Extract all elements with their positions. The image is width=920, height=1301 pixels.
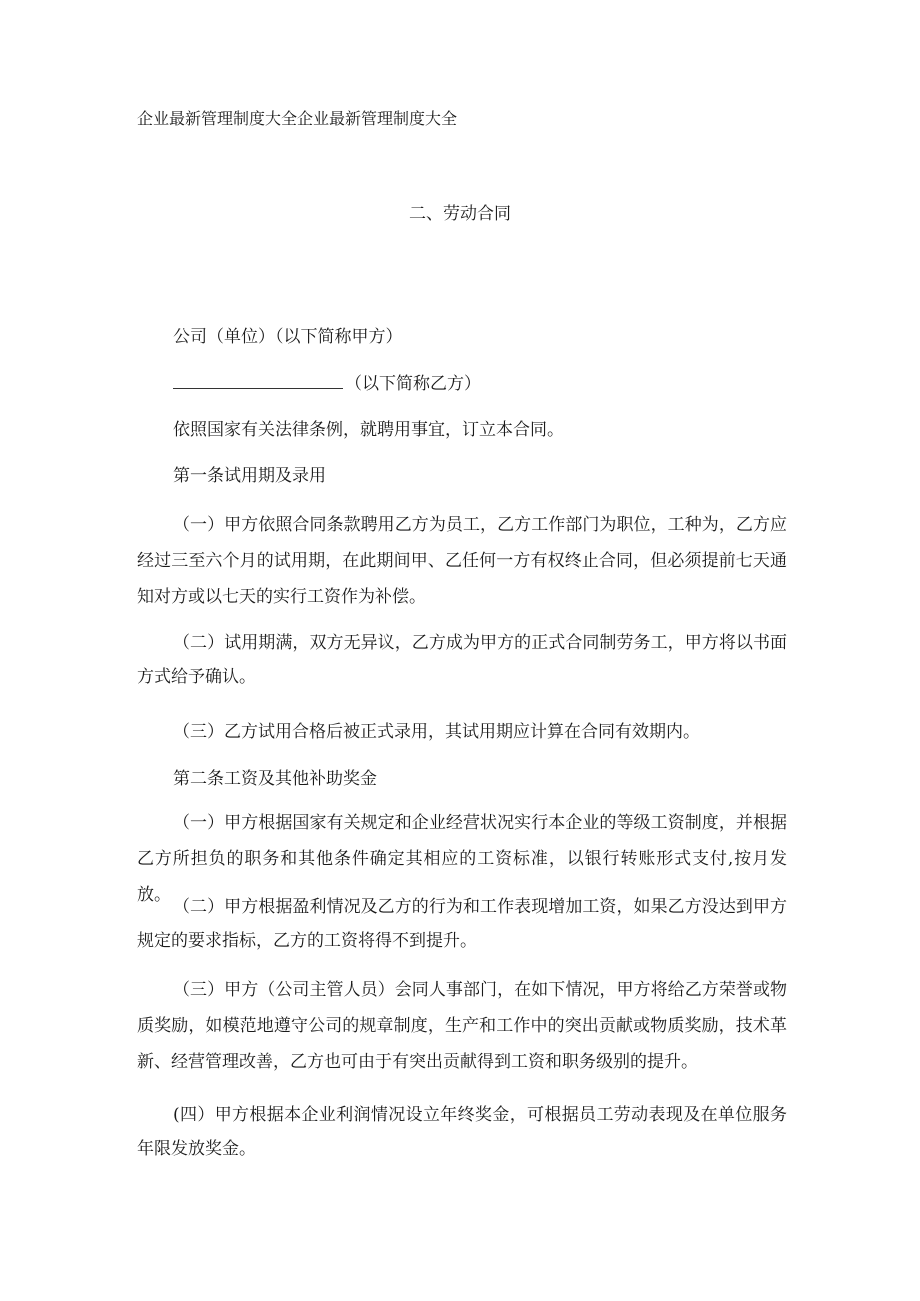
- running-header: 企业最新管理制度大全企业最新管理制度大全: [137, 109, 458, 128]
- article2-clause1: （一）甲方根据国家有关规定和企业经营状况实行本企业的等级工资制度，并根据乙方所担负的职务和其他条件确定其相应的工资标准，以银行转账形式支付,按月发放。: [137, 813, 787, 905]
- article2-clause4: (四）甲方根据本企业利润情况设立年终奖金，可根据员工劳动表现及在单位服务年限发放奖金。: [137, 1105, 787, 1159]
- article1-clause2: （二）试用期满，双方无异议，乙方成为甲方的正式合同制劳务工，甲方将以书面方式给予确认。: [137, 633, 787, 687]
- preamble: 依照国家有关法律条例，就聘用事宜，订立本合同。: [173, 420, 564, 440]
- article2-heading: 第二条工资及其他补助奖金: [173, 769, 377, 789]
- party-b-suffix: （以下简称乙方）: [345, 374, 481, 394]
- article1-clause1: （一）甲方依照合同条款聘用乙方为员工，乙方工作部门为职位，工种为，乙方应经过三至六个月的试用期，在此期间甲、乙任何一方有权终止合同，但必须提前七天通知对方或以七天的实行工资作为补偿。: [137, 515, 787, 607]
- party-b-blank-field: [173, 376, 343, 389]
- document-title: 二、劳动合同: [409, 204, 511, 224]
- party-b-line: [173, 369, 481, 394]
- article2-clause3: （三）甲方（公司主管人员）会同人事部门，在如下情况，甲方将给乙方荣誉或物质奖励，如模范地遵守公司的规章制度，生产和工作中的突出贡献或物质奖励，技术革新、经营管理改善，乙方也可由于有突出贡献得到工资和职务级别的提升。: [137, 980, 787, 1072]
- article1-clause3: （三）乙方试用合格后被正式录用，其试用期应计算在合同有效期内。: [173, 722, 700, 742]
- article1-heading: 第一条试用期及录用: [173, 466, 326, 486]
- article2-clause2: （二）甲方根据盈利情况及乙方的行为和工作表现增加工资，如果乙方没达到甲方规定的要求指标，乙方的工资将得不到提升。: [137, 897, 787, 951]
- party-a-line: 公司（单位）（以下简称甲方）: [173, 327, 403, 347]
